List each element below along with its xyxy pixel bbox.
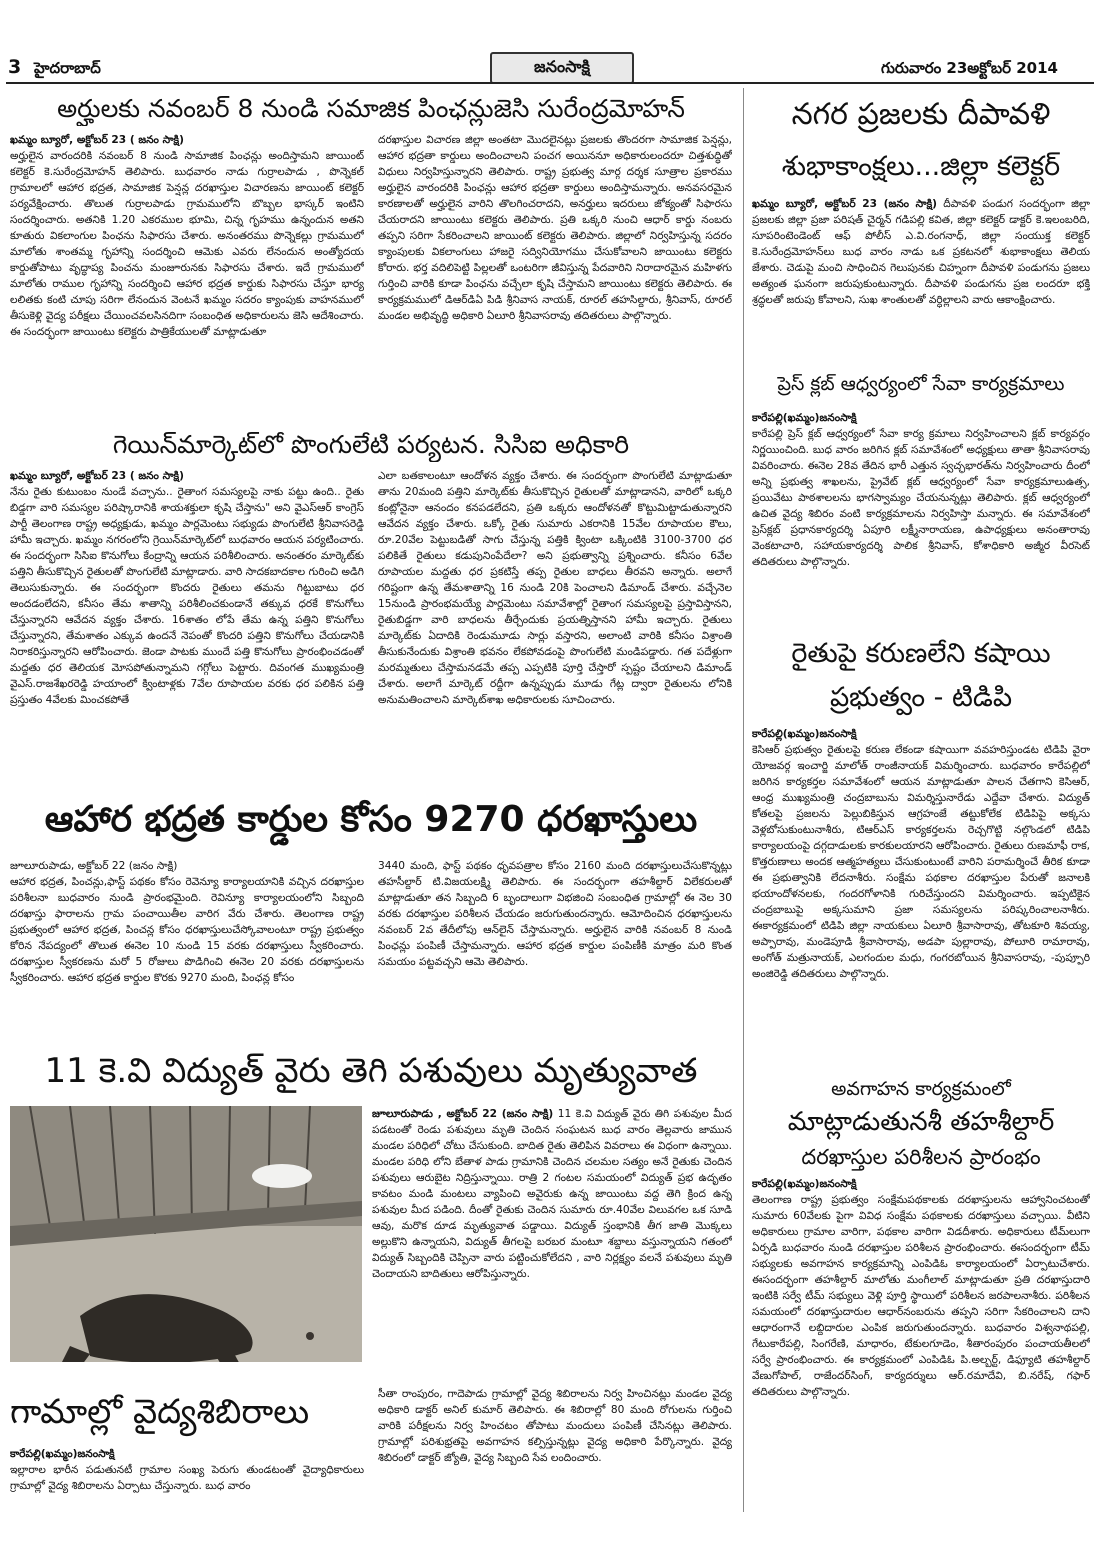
dateline: జూలూరుపాడు, అక్టోబర్ 22 (జనం సాక్షి) (10, 860, 178, 872)
story-food-security (10, 790, 732, 1042)
section-name: హైదరాబాద్ (34, 59, 101, 77)
headline-line-2: శుభాకాంక్షలు...జిల్లా కలెక్టర్ (781, 151, 1061, 182)
headline: అర్హులకు నవంబర్ 8 నుండి సమాజిక పింఛన్లుజెసి సురేంద్రమోహన్ (57, 94, 685, 123)
headline: 11 కె.వి విద్యుత్ వైరు తెగి పశువులు మృత్యువాత (44, 1051, 698, 1091)
story-tahsildar (752, 1076, 1090, 1516)
article-body: ఆహార భద్రత, పించన్లు,ఫాస్ట్ పథకం కోసం రెవెన్యూ కార్యాలయానికి వచ్చిన దరఖాస్తుల పరిశీలనా బుధవారం నుండి ప్రారంభమైంది. రెవిన్యూ కార్యాలయంలోని సిబ్బంది దరఖాస్తు ఫారాలను గ్రామ పంచాయితీల వారిగ వేరు చేశారు. తెలంగాణ రాష్ట్ర ప్రభుత్వంలో ఆహార భద్రత, పించన్ల కోసం ధరఖాస్తులుచేస్కోవాలంటూ రాష్ట్ర ప్రభుత్వం కోరిన నేపద్యంలో తొలుత ఈనెల 10 నుండి 15 వరకు దరఖాస్తులు స్వీకరించారు. దరఖాస్తుల స్వీకరణను మరో 5 రోజులు పొడిగించి ఈనెల 20 వరకు దరఖాస్తులను స్వీకరించారు. ఆహార భద్రత కార్డుల కొరకు 9270 మంది, పింఛన్ల కోసం (10, 876, 364, 984)
headline-line-1: రైతుపై కరుణలేని కషాయి (791, 638, 1051, 669)
article-column (10, 858, 364, 986)
article-column (378, 1386, 732, 1494)
page-number: 3 (8, 56, 22, 78)
headline: ఆహార భద్రత కార్డుల కోసం 9270 ధరఖాస్తులు (44, 799, 698, 840)
headline: గెయిన్‌మార్కెట్‌లో పొంగులేటి పర్యటన. సిసిఐ అధికారి (112, 430, 630, 459)
story-press-club (752, 364, 1090, 626)
article-body: దరఖాస్తుల విచారణ జిల్లా అంతటా మొదలైనట్లు ప్రజలకు తొందరగా సామాజిక పెన్షన్లు, ఆహార భద్రతా కార్డులు అందించాలని పంచగ అయిననూ అధికారులందరూ చిత్తశుద్ధితో విధులు నిర్వహిస్తున్నారని తెలిపారు. రాష్ట్ర ప్రభుత్వ మార్గ దర్శక సూత్రాల ప్రకారము అర్హులైన వారందరికి పింఛన్లు ఆహార భద్రతా కార్డులు అందిస్తామన్నారు. అనవసరమైన కారణాలతో అర్హులైన వారిని తొలగించరాదని, అనర్హులు ఇదరులు జోక్యంతో సిఫారసు చేయరాదని జాయింటు కలెక్టరు తెలిపారు. ప్రతి ఒక్కరి నుంచి ఆధార్ కార్డు నంబరు తప్పని సరిగా సేకరించాలని జాయింట్ కలెక్టరు తెలిపారు. జిల్లాలో నిర్వహిస్తున్న సదరం క్యాంపులకు వికలాంగులు హాజరై సద్వినియోగము చేసుకోవాలని జాయింటు కలెక్టరు కోరారు. భర్త వదిలిపెట్టి పిల్లలతో ఒంటరిగా జీవిస్తున్న పేదవారిని నిరాదారమైన మహిళగు గుర్తించి వారికి కూడా పింఛను వచ్చేలా కృషి చేస్తామని జాయింటు కలెక్టరు తెలిపారు. ఈ కార్యక్రమములో డిఆర్‌డిఏ పిడి శ్రీనివాస నాయక్, రూరల్ తహసిల్దారు, శ్రీనివాస్, రూరల్ మండల అభివృద్ధి అధికారి ఏలూరి శ్రీనివాసరావు తదితరులు పాల్గొన్నారు. (378, 134, 732, 322)
masthead-divider (6, 82, 1094, 84)
dateline: ఖమ్మం బ్యూరో, అక్టోబర్ 23 ( జనం సాక్షి) (10, 134, 184, 146)
article-body: 11 కె.వి విద్యుత్ వైరు తిగి పశువుల మీద పడటంతో రెండు పశువులు మృతి చెందిన సంఘటన బుధ వారం తెల్లవారు జామున మండల పరిధిలో చోటు చేసుకుంది. బాదిత రైతు తెలిపిన వివరాలు ఈ విధంగా ఉన్నాయి. మండల పరిధి లోని బేతాళ పాడు గ్రామానికి చెందిన చలమల సత్యం అనే రైతుకు చెందిన పశువులు ఆరుబైట నిద్రిస్తున్నాయి. రాత్రి 2 గంటల సమయంలో విద్యుత్ ప్రభ ఉదృతం కావటం మండి మంటలు వ్యాపించి అవైరుకు ఉన్న జాయింటు వద్ద తెగి క్రింద ఉన్న పశువుల మీద పడింది. దీంతో రైతుకు చెందిన సుమారు రూ.40వేల విలువగల ఒక సూడి ఆవు, మరొక దూడ మృత్యువాత పడ్డాయి. విద్యుత్ స్తంభానికి తీగ జాతి మొక్కలు అల్లుకొని ఉన్నాయని, విద్యుత్ తీగలపై బరబర మంటూ శబ్దాలు వస్తున్నాయని గతంలో విద్యుత్ సిబ్బందికి చెప్పినా వారు పట్టించుకోలేదని , వారి నిర్లక్ష్యం వలనే పశువులు మృతి చెందాయని బాదితులు ఆరోపిస్తున్నారు. (372, 1108, 732, 1280)
dateline: కారేపల్లి(ఖమ్మం)జనంసాక్షి (10, 1448, 115, 1460)
article-body: ఎలా బతకాలంటూ ఆందోళన వ్యక్తం చేశారు. ఈ సందర్భంగా పొంగులేటి మాట్లాడుతూ తాను 20మంది పత్తిని మార్కెట్‌కు తీసుకొచ్చిన రైతులతో మాట్లాడానని, వారిలో ఒక్కరి కంట్లోనైనా ఆనందం కనపడలేదని, ప్రతి ఒక్కరు ఆందోళనతో కొట్టుమిట్టాడుతున్నారని ఆవేదన వ్యక్తం చేశారు. ఒక్కో రైతు సుమారు ఎకరానికి 15వేల రూపాయల కౌలు, రూ.20వేల పెట్టుబడితో సాగు చేస్తున్న పత్తికి క్వింటా ఒక్కింటికి 3100-3700 ధర పలికితే రైతులు కడుపునింపేదేలా? అని ప్రభుత్వాన్ని ప్రశ్నించారు. కనీసం 6వేల రూపాయల మద్దతు ధర ప్రకటిస్తే తప్ప రైతుల బాధలు తీరవని అన్నారు. అలాగే గరిష్టంగా ఉన్న తేమశాతాన్ని 16 నుండి 20కి పెంచాలని డిమాండ్ చేశారు. వచ్చేనెల 15నుండి ప్రారంభమయ్యే పార్లమెంటు సమావేశాల్లో రైతాంగ సమస్యలపై ప్రస్తావిస్తానని, రైతుబిడ్డగా వారి బాధలను తీర్చేందుకు ప్రయత్నిస్తానని హామీ ఇచ్చారు. రైతులు మార్కెట్‌కు ఏదాదికి రెండుమూడు సార్లు వస్తారని, అలాంటి వారికి కనీసం విశ్రాంతి తీసుకునేందుకు విశ్రాంతి భవనం లేకపోవడంపై పొంగులేటి మండిపడ్డారు. గత పదేళ్లుగా మరమ్మతులు చేస్తామనడమే తప్ప ఎప్పటికి పూర్తి చేస్తారో స్పష్టం చేయాలని డిమాండ్ చేశారు. అలాగే మార్కెట్ రద్దీగా ఉన్నప్పుడు మూడు గేట్ల ద్వారా రైతులను లోనికి అనుమతించాలని మార్కెట్‌శాఖ అధికారులకు సూచించారు. (378, 470, 732, 706)
issue-date: గురువారం 23అక్టోబర్ 2014 (880, 59, 1058, 77)
headline: మాట్లాడుతునశీ తహశీల్దార్ (787, 1107, 1055, 1137)
headline: గామాల్లో వైద్యశిబిరాలు (10, 1392, 310, 1432)
story-electric-wire (10, 1044, 732, 1362)
dateline: ఖమ్మం బ్యూరో, అక్టోబర్ 23 (జనం సాక్షి) (752, 198, 937, 210)
story-medical-camps (10, 1386, 732, 1516)
article-column (378, 468, 732, 708)
story-pension (10, 92, 732, 424)
article-body: దీపావళి పండుగ సందర్భంగా జిల్లా ప్రజలకు జిల్లా ప్రజా పరిషత్ చైర్మన్ గడిపల్లి కవిత, జిల్లా కలెక్టర్ డాక్టర్ కె.ఇలంబరిది, సూపరింటెండెంట్ ఆఫ్ పోలీస్ ఎ.వి.రంగనాధ్, జిల్లా సంయుక్త కలెక్టర్ కె.సురేంద్రమోహన్‌లు బుధ వారం నాడు ఒక ప్రకటనలో శుభాకాంక్షలు తెలియ జేశారు. చెడుపై మంచి సాధించిన గెలుపునకు చిహ్నంగా దీపావళి పండుగను ప్రజలు అత్యంత ఘనంగా జరుపుకుంటున్నారు. దీపావళి పండుగను ప్రజ లందరూ భక్తి శ్రద్ధలతో జరుపు కోవాలని, సుఖ శాంతులతో వర్ధిల్లాలని వారు ఆకాంక్షించారు. (752, 198, 1090, 306)
dateline: కారేపల్లి(ఖమ్మం)జనంసాక్షి (752, 1178, 857, 1190)
article-body: ఇల్లారాల భారీన పడుతునటీ గ్రామాల సంఖ్య పెరుగు తుండటంతో వైద్యాధికారులు గ్రామాల్లో వైద్య శిబిరాలను ఏర్పాటు చేస్తున్నారు. బుధ వారం (10, 1464, 364, 1492)
photo-dead-cattle (10, 1106, 362, 1362)
dateline: ఖమ్మం బ్యూరో, అక్టోబర్ 23 ( జనం సాక్షి) (10, 470, 184, 482)
article-body: నేను రైతు కుటుంబం నుండే వచ్చాను.. రైతాంగ సమస్యలపై నాకు పట్టు ఉంది.. రైతు బిడ్డగా వారి సమస్యల పరిష్కారానికి శాయశక్తులా కృషి చేస్తాను" అని వైఎస్‌ఆర్ కాంగ్రెస్ పార్టీ తెలంగాణ రాష్ట్ర అధ్యక్షుడు, ఖమ్మం పార్లమెంటు సభ్యుడు పొంగులేటి శ్రీనివాసరెడ్డి హామీ ఇచ్చారు. ఖమ్మం నగరంలోని గ్రెయిన్‌మార్కెట్‌లో బుధవారం ఆయన పర్యటించారు. ఈ సందర్భంగా సిసిఐ కొనుగోలు కేంద్రాన్ని ఆయన పరిశీలించారు. అనంతరం మార్కెట్‌కు పత్తిని తీసుకొచ్చిన రైతులతో పొంగులేటి మాట్లాడారు. వారి సాదకబాదకాల గురించి అడిగి తెలుసుకున్నారు. ఈ సందర్భంగా కొందరు రైతులు తమను గిట్టుబాటు ధర అందడంలేదని, కనీసం తేమ శాతాన్ని పరిశీలించకుండానే తక్కువ ధరకే కొనుగోలు చేస్తున్నారని ఆవేదన వ్యక్తం చేశారు. 16శాతం లోపే తేమ ఉన్న పత్తిని కొనుగోలు చేస్తున్నారని, తేమశాతం ఎక్కువ ఉందనే నెపంతో కొందరి పత్తిని కొనుగోలు చేయడానికి నిరాకరిస్తున్నారని ఆరోపించారు. జెండా పాటకు ముందే పత్తి కొనుగోలు ప్రారంభించడంతో మద్దతు ధర తెలియక మోసపోతున్నామని గగ్గోలు పెట్టారు. దివంగత ముఖ్యమంత్రి వైఎస్.రాజశేఖరరెడ్డి హయాంలో క్వింటాళ్లకు 7వేల రూపాయల వరకు ధర పలికిన పత్తి ప్రస్తుతం 4వేలకు మించకపోతే (10, 486, 364, 706)
article-body: తెలంగాణ రాష్ట్ర ప్రభుత్వం సంక్షేమపథకాలకు దరఖాస్తులను ఆహ్వానించటంతో సుమారు 60వేలకు పైగా వివిధ సంక్షేమ పథకాలకు దరఖాస్తులు వచ్చాయి. వీటిని అధికారులు గ్రామాల వారిగా, పథకాల వారిగా విడదీశారు. అధికారులు టీమ్‌లుగా ఏర్పడి బుధవారం నుండి దరఖాస్తుల పరిశీలన ప్రారంభించారు. ఈసందర్భంగా టీమ్ సభ్యులకు అవగాహన కార్యక్రమాన్ని ఎంపిడిఓ కార్యాలయంలో ఏర్పాటుచేశారు. ఈసందర్భంగా తహశీల్దార్ మాలోతు మంగీలాల్ మాట్లాడుతూ ప్రతి దరఖాస్తుదారి ఇంటికి సర్వే టీమ్ సభ్యులు వెళ్లి పూర్తి స్థాయిలో పరిశీలన జరపాలనాశీరు. పరిశీలన సమయంలో దరఖాస్తుదారుల ఆధార్‌నంబరును తప్పని సరిగా సేకరించాలని దాని ఆధారంగానే లబ్దిదారుల ఎంపిక జరుగుతుందన్నారు. బుధవారం విశ్వనాథపల్లి, గేటుకారేపల్లి, సింగరేణి, మాధారం, టేకులగూడెం, శీతారంపురం పంచాయతీలలో సర్వే ప్రారంభించారు. ఈ కార్యక్రమంలో ఎంపిడిఓ పి.అల్బర్ట్, డిఫ్యూటి తహశీల్దార్ వేణుగోపాల్, రాజేందర్‌సింగ్, కార్యదర్శులు ఆర్.రమాదేవి, బి.నరేష్, గఫార్ తదితరులు పాల్గొన్నారు. (752, 1194, 1090, 1398)
column-divider (743, 88, 744, 1512)
story-diwali (752, 92, 1090, 358)
headline-line-2: ప్రభుత్వం - టిడిపి (829, 682, 1013, 713)
headline: ప్రెస్ క్లబ్ ఆధ్వర్యంలో సేవా కార్యక్రమాలు (777, 373, 1065, 395)
article-body: కెసిఆర్ ప్రభుత్వం రైతులపై కరుణ లేకండా కషాయిగా వవహరిస్తుండట టిడిపి వైరా యోజవర్గ ఇంచార్జి మాలోత్ రాంజీనాయక్ విమర్శించారు. బుధవారం కారేపల్లిలో జరిగిన కార్యకర్తల సమావేశంలో ఆయన మాట్లాడుతూ పాలన చేతగాని కెసిఆర్, ఆంధ్ర ముఖ్యమంత్రి చంద్రబాబును విమర్శిస్తునారేడు ఎద్దేవా చేశారు. విద్యుత్ కోతలపై ప్రజలను పెల్లుబికిస్తున ఆగ్రహంజే తట్టుకోలేక టిడిపిపై అక్కసు వెళ్లబోసుకుంటునాశీరు, టిఆర్‌ఎస్ కార్యకర్తలను రెచ్చగొట్టి నల్గొండలో టిడిపి కార్యాలయంపై దగ్గదాడులకు కారకులయారని ఆరోపించారు. రైతులు రుణమాఫీ రాక, కొత్తరుణాలు అందక ఆత్మహత్యలు చేసుకుంటుంటే వారిని పరామర్శించే తీరిక కూడా ఈ ప్రభుత్వానికి లేదనాశీరు. సంక్షేమ పథకాల దరఖాస్తుల పేరుతో జనాలకి భయాందోళనలకు, గందరగోళానికి గురిచేస్తుందని విమర్శించారు. ఇప్పటికైన చంద్రబాబుపై అక్కసుమాని ప్రజా సమస్యలను పరిష్కరించాలనాశీరు. ఈకార్యక్రమంలో టిడిపి జిల్లా నాయకులు ఏలూరి శ్రీవాసారావు, తోటకూరి శివయ్య, అప్పారావు, మండెపూడి శ్రీవాసారావు, అడపా పుల్లారావు, పోలూరి రామారావు, అంగోత్ మత్రునాయక్, ఎలగందుల మధు, గంగరబోయిన శ్రీనివాసరావు, -పుప్పూరి అంజిరెడ్డి తదితరులు పాల్గొన్నారు. (752, 744, 1090, 980)
subheadline: దరఖాస్తుల పరిశీలన ప్రారంభం (801, 1145, 1041, 1169)
dateline: కారేపల్లి(ఖమ్మం)జనంసాక్షి (752, 412, 857, 424)
dateline: కారేపల్లి(ఖమ్మం)జనంసాక్షి (752, 728, 857, 740)
article-column (378, 132, 732, 340)
headline-line-1: నగర ప్రజలకు దీపావళి (791, 97, 1051, 132)
newspaper-logo: జనంసాక్షి (490, 52, 634, 84)
article-body: 3440 మంది, ఫాస్ట్ పథకం ధృవపత్రాల కోసం 2160 మంది దరఖాస్తులుచేసుకొన్నట్లు తహసీల్దార్ టి.విజయలక్ష్మి తెలిపారు. ఈ సందర్భంగా తహశీల్దార్ విలేకరులతో మాట్లాడుతూ తన సిబ్బంది 6 బృందాలుగా విభజించి సంబంధిత గ్రామాల్లో ఈ నెల 30 వరకు దరఖాస్తుల పరిశీలన చేయడం జరుగుతుందన్నారు. ఆమోదించిన ధరఖాస్తులను నవంబర్ 2వ తేదీలోపు ఆన్‌లైన్ చేస్తామన్నారు. అర్హులైన వారికి నవంబర్ 8 నుండి పింఛన్లు పంపిణీ చేస్తామన్నారు. ఆహార భద్రత కార్డుల పంపిణీకి మాత్రం మరి కొంత సమయం పట్టవచ్చని ఆమె తెలిపారు. (378, 860, 732, 968)
article-body: అర్హులైన వారందరికి నవంబర్ 8 నుండి సామాజిక పింఛన్లు అందిస్తామని జాయింట్ కలెక్టర్ కె.సురేంద్రమోహన్ తెలిపారు. బుధవారం నాడు గుర్రాలపాడు , పొన్నెకల్ గ్రామాలలో ఆహార భద్రత, సామాజిక పెన్షన్ల దరఖాస్తుల విచారణను జాయింట్ కలెక్టర్ పర్యవేక్షించారు. తొలుత గుర్రాలపాడు గ్రామములోని బొబ్బల భాస్కర్ ఇంటిని సందర్శించారు. అతనికి 1.20 ఎకరముల భూమి, చిన్న గృహము ఉన్నందున అతని కూతురు వికలాంగుల పింఛను సిఫారసు చేశారు. అనంతరము పొన్నెకల్లు గ్రామములో మాలోతు శాంతమ్మ గృహాన్ని సందర్శించి ఆమెకు ఎవరు లేనందున అంత్యోదయ కార్డుతోపాటు వృద్ధాప్య పించను మంజూరునకు సిఫారసు చేశారు. ఇదే గ్రామములో మాలోతు రాముల గృహాన్ని సందర్శించి ఆహార భద్రత కార్డుకు సిఫారసు చేస్తూ భార్య లలితకు కంటి చూపు సరిగా లేనందున వెంటనే ఖమ్మం సదరం క్యాంపుకు వాహనములో తీసుకెళ్లి వైద్య పరీక్షలు చేయించవలసినదిగా సంబంధిత అధికారులను జెసి ఆదేశించారు. ఈ సందర్భంగా జాయింటు కలెక్టరు పాత్రికేయులతో మాట్లాడుతూ (10, 150, 364, 338)
kicker: అవగాహన కార్యక్రమంలో (831, 1078, 1011, 1100)
story-ponguleti (10, 428, 732, 768)
dateline: జూలూరుపాడు , అక్టోబర్ 22 (జనం సాక్షి) (372, 1108, 554, 1120)
story-tdp (752, 632, 1090, 1062)
article-body-wrap (752, 196, 1090, 308)
article-column (10, 1386, 364, 1494)
news-photo (10, 1106, 362, 1362)
article-column (378, 858, 732, 986)
article-body: సీతా రాంపురం, గాదెపాడు గ్రామాల్లో వైద్య శిబిరాలను నిర్వ హించినట్లు మండల వైద్య అధికారి డాక్టర్ అనిల్ కుమార్ తెలిపారు. ఈ శిబిరాల్లో 80 మంది రోగులను గుర్తించి వారికి పరీక్షలను నిర్వ హించటం తోపాటు మందులు పంపిణీ చేసినట్లు తెలిపారు. గ్రామాల్లో పరిశుభ్రతపై అవగాహన కల్పిస్తున్నట్లు వైద్య అధికారి పేర్కొన్నారు. వైద్య శిబిరంలో డాక్టర్ జ్యోతి, వైద్య సిబ్బంది సేవ లందించారు. (378, 1388, 732, 1464)
article-body: కారేపల్లి ప్రెస్ క్లబ్ ఆధ్వర్యంలో సేవా కార్య క్రమాలు నిర్వహించాలని క్లబ్ కార్యవర్గం నిర్ణయించింది. బుధ వారం జరిగిన క్లబ్ సమావేశంలో అధ్యక్షులు తాతా శ్రీనివాసరావు వివరించారు. ఈనెల 28వ తేదిన భారీ ఎత్తున స్వచ్ఛభారత్‌ను నిర్వహించారు దీంలో అన్ని ప్రభుత్వ శాఖలను, ప్రైవేట్ క్లబ్ ఆధ్వర్యంలో సేవా కార్యక్రమాలుఉత్స, ప్రయివేటు పాఠశాలలను భాగస్వామ్యం చేయనున్నట్లు తెలిపారు. క్లబ్ ఆధ్వర్యంలో ఉచిత వైద్య శిబిరం వంటి కార్యక్రమాలను నిర్వహిస్తా మన్నారు. ఈ సమావేశంలో ప్రెస్‌క్లబ్ ప్రధానకార్యదర్శి ఏపూరి లక్ష్మీనారాయణ, ఉపాధ్యక్షులు అనంతారావు వెంకటాచారి, సహాయకార్యదర్శి పాలిక శ్రీనివాస్, కోశాధికారి అజ్మీర వీరసెట్ తదితరులు పాల్గొన్నారు. (752, 428, 1090, 568)
masthead (0, 0, 1100, 86)
article-column (10, 468, 364, 708)
article-column (10, 132, 364, 340)
